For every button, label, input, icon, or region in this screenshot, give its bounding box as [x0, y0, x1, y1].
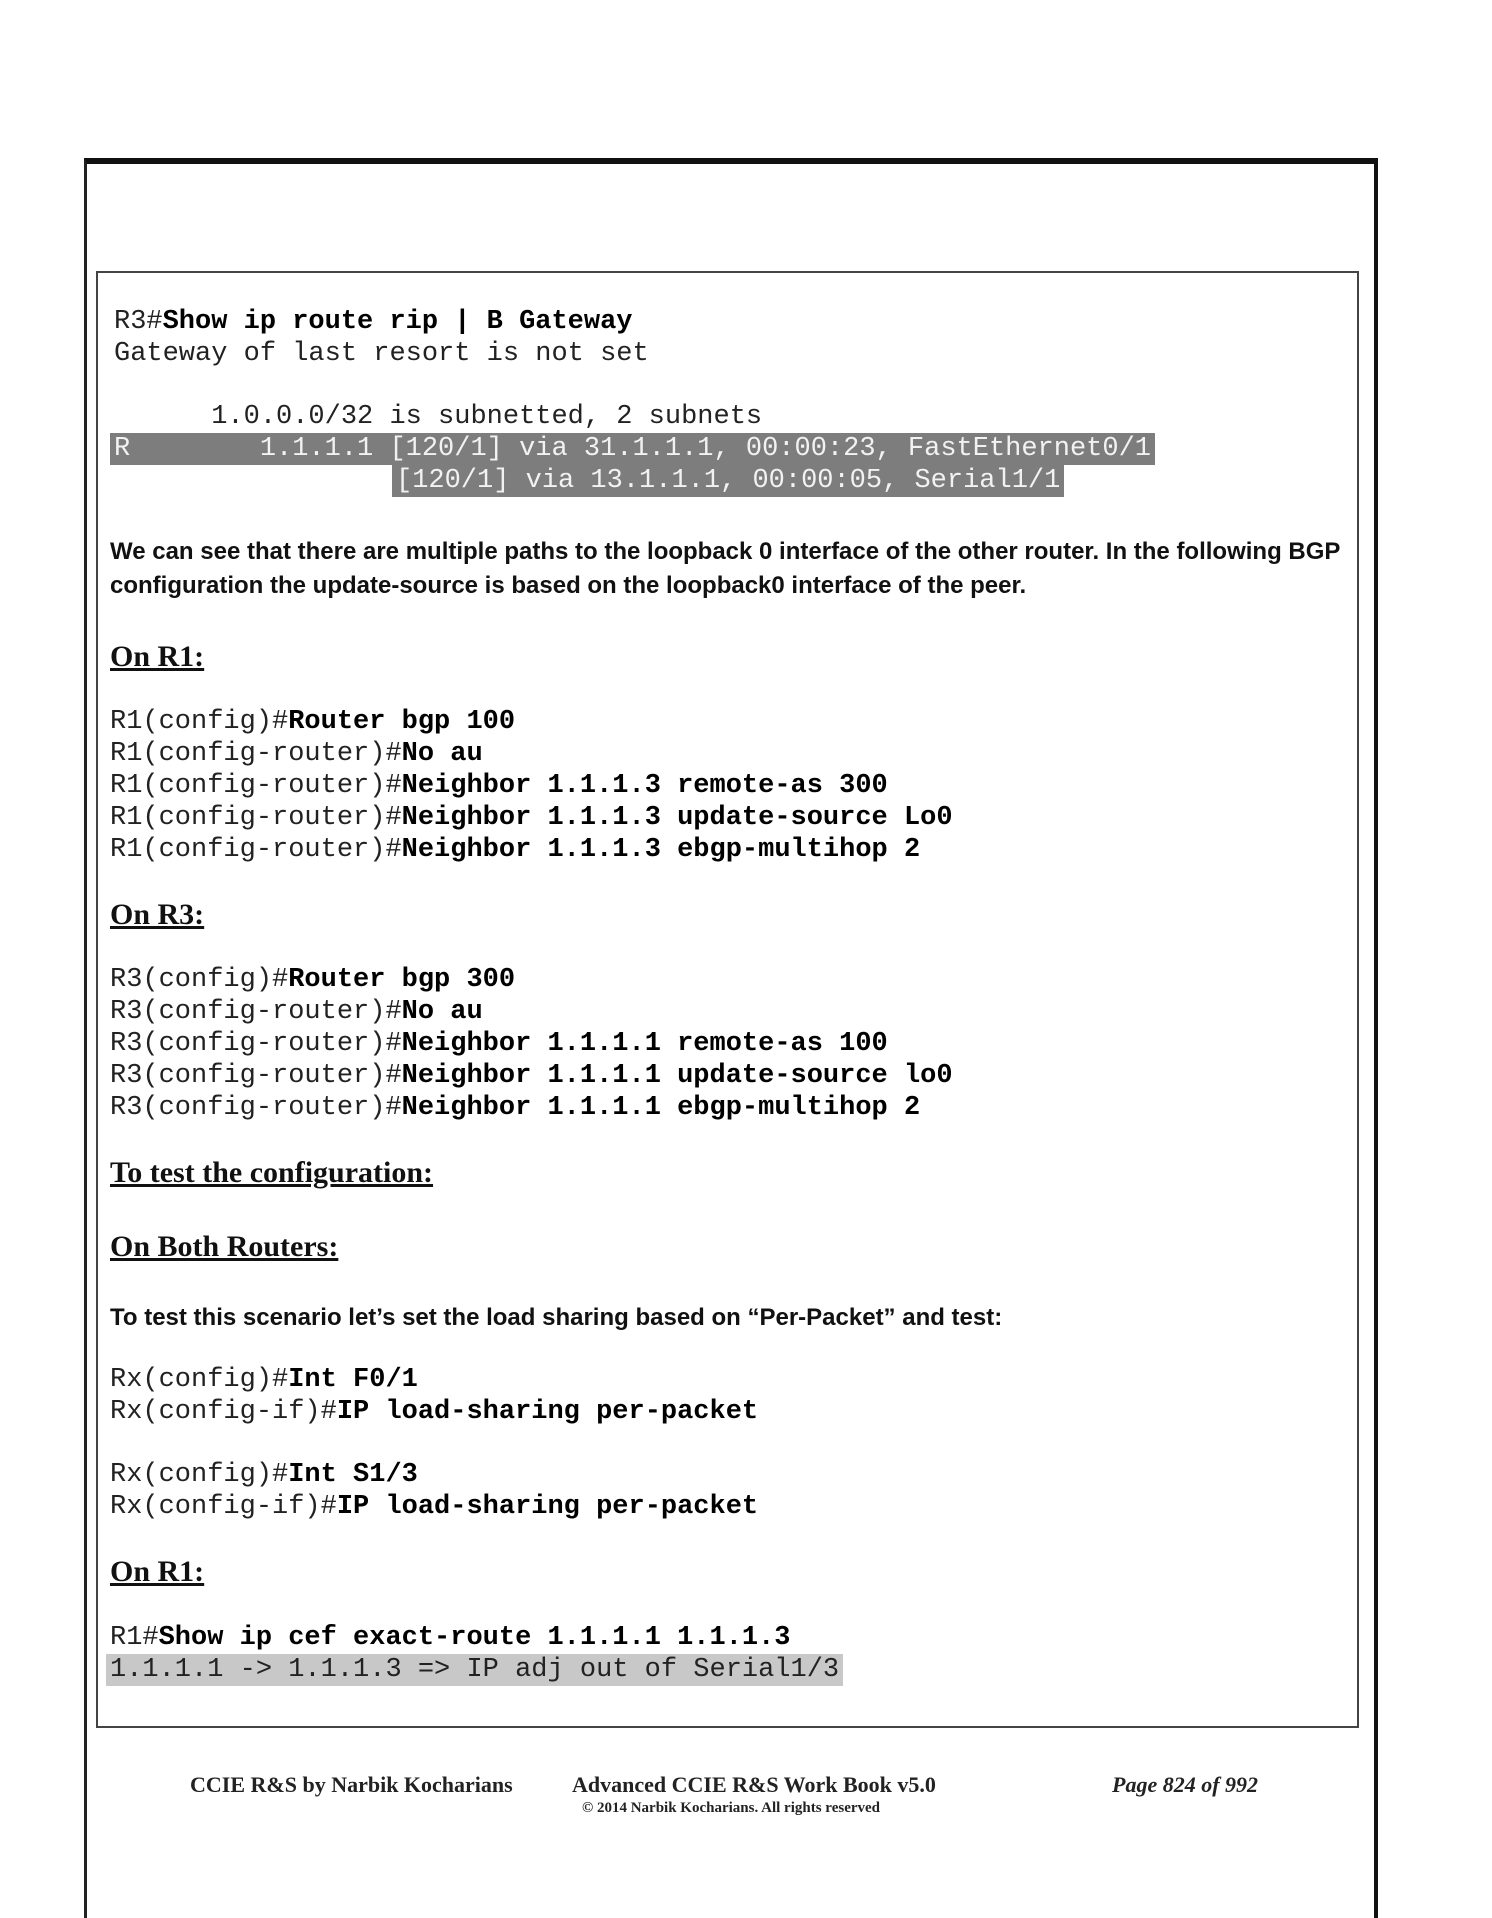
- r3-config-line: R3(config-router)#Neighbor 1.1.1.1 remote-as 100: [110, 1029, 888, 1059]
- route-command-line: R3#Show ip route rip | B Gateway: [114, 307, 633, 337]
- both-config-line: Rx(config)#Int F0/1: [110, 1365, 418, 1395]
- cef-output-highlight: 1.1.1.1 -> 1.1.1.3 => IP adj out of Serial1/3: [106, 1654, 843, 1686]
- footer-page-number: Page 824 of 992: [1112, 1772, 1259, 1797]
- both-config-line: Rx(config-if)#IP load-sharing per-packet: [110, 1492, 759, 1522]
- r1-config-line: R1(config-router)#Neighbor 1.1.1.3 update-source Lo0: [110, 803, 953, 833]
- r3-config-line: R3(config-router)#Neighbor 1.1.1.1 update-source lo0: [110, 1061, 953, 1091]
- paragraph-multiple-paths: We can see that there are multiple paths to the loopback 0 interface of the other router. In the following BGP configuration the update-source is based on the loopback0 interface of the peer.: [110, 538, 1340, 599]
- paragraph-load-sharing: To test this scenario let’s set the load sharing based on “Per-Packet” and test:: [110, 1304, 1003, 1331]
- footer-book-title: Advanced CCIE R&S Work Book v5.0: [572, 1772, 936, 1797]
- both-config-line: Rx(config)#Int S1/3: [110, 1460, 418, 1490]
- footer-copyright: © 2014 Narbik Kocharians. All rights reserved: [582, 1800, 881, 1816]
- r1-config-line: R1(config-router)#Neighbor 1.1.1.3 ebgp-multihop 2: [110, 835, 921, 865]
- route-output-gateway: Gateway of last resort is not set: [114, 339, 649, 369]
- heading-on-r3: On R3:: [110, 898, 205, 931]
- route-highlight-2: [120/1] via 13.1.1.1, 00:00:05, Serial1/1: [392, 465, 1064, 497]
- heading-on-r1-cef: On R1:: [110, 1555, 205, 1588]
- r1-config-line: R1(config-router)#No au: [110, 739, 483, 769]
- r3-config-line: R3(config-router)#Neighbor 1.1.1.1 ebgp-multihop 2: [110, 1093, 921, 1123]
- r1-config-line: R1(config-router)#Neighbor 1.1.1.3 remote-as 300: [110, 771, 888, 801]
- footer-author: CCIE R&S by Narbik Kocharians: [190, 1772, 513, 1797]
- route-output-subnetted: 1.0.0.0/32 is subnetted, 2 subnets: [114, 402, 763, 432]
- r3-config-line: R3(config)#Router bgp 300: [110, 965, 516, 995]
- heading-on-r1: On R1:: [110, 640, 205, 673]
- heading-on-both-routers: On Both Routers:: [110, 1230, 339, 1263]
- both-config-line: Rx(config-if)#IP load-sharing per-packet: [110, 1397, 759, 1427]
- cef-command-line: R1#Show ip cef exact-route 1.1.1.1 1.1.1.3: [110, 1623, 791, 1653]
- r3-config-line: R3(config-router)#No au: [110, 997, 483, 1027]
- heading-to-test: To test the configuration:: [110, 1156, 434, 1189]
- route-highlight-1: R 1.1.1.1 [120/1] via 31.1.1.1, 00:00:23, FastEthernet0/1: [110, 433, 1155, 465]
- r1-config-line: R1(config)#Router bgp 100: [110, 707, 516, 737]
